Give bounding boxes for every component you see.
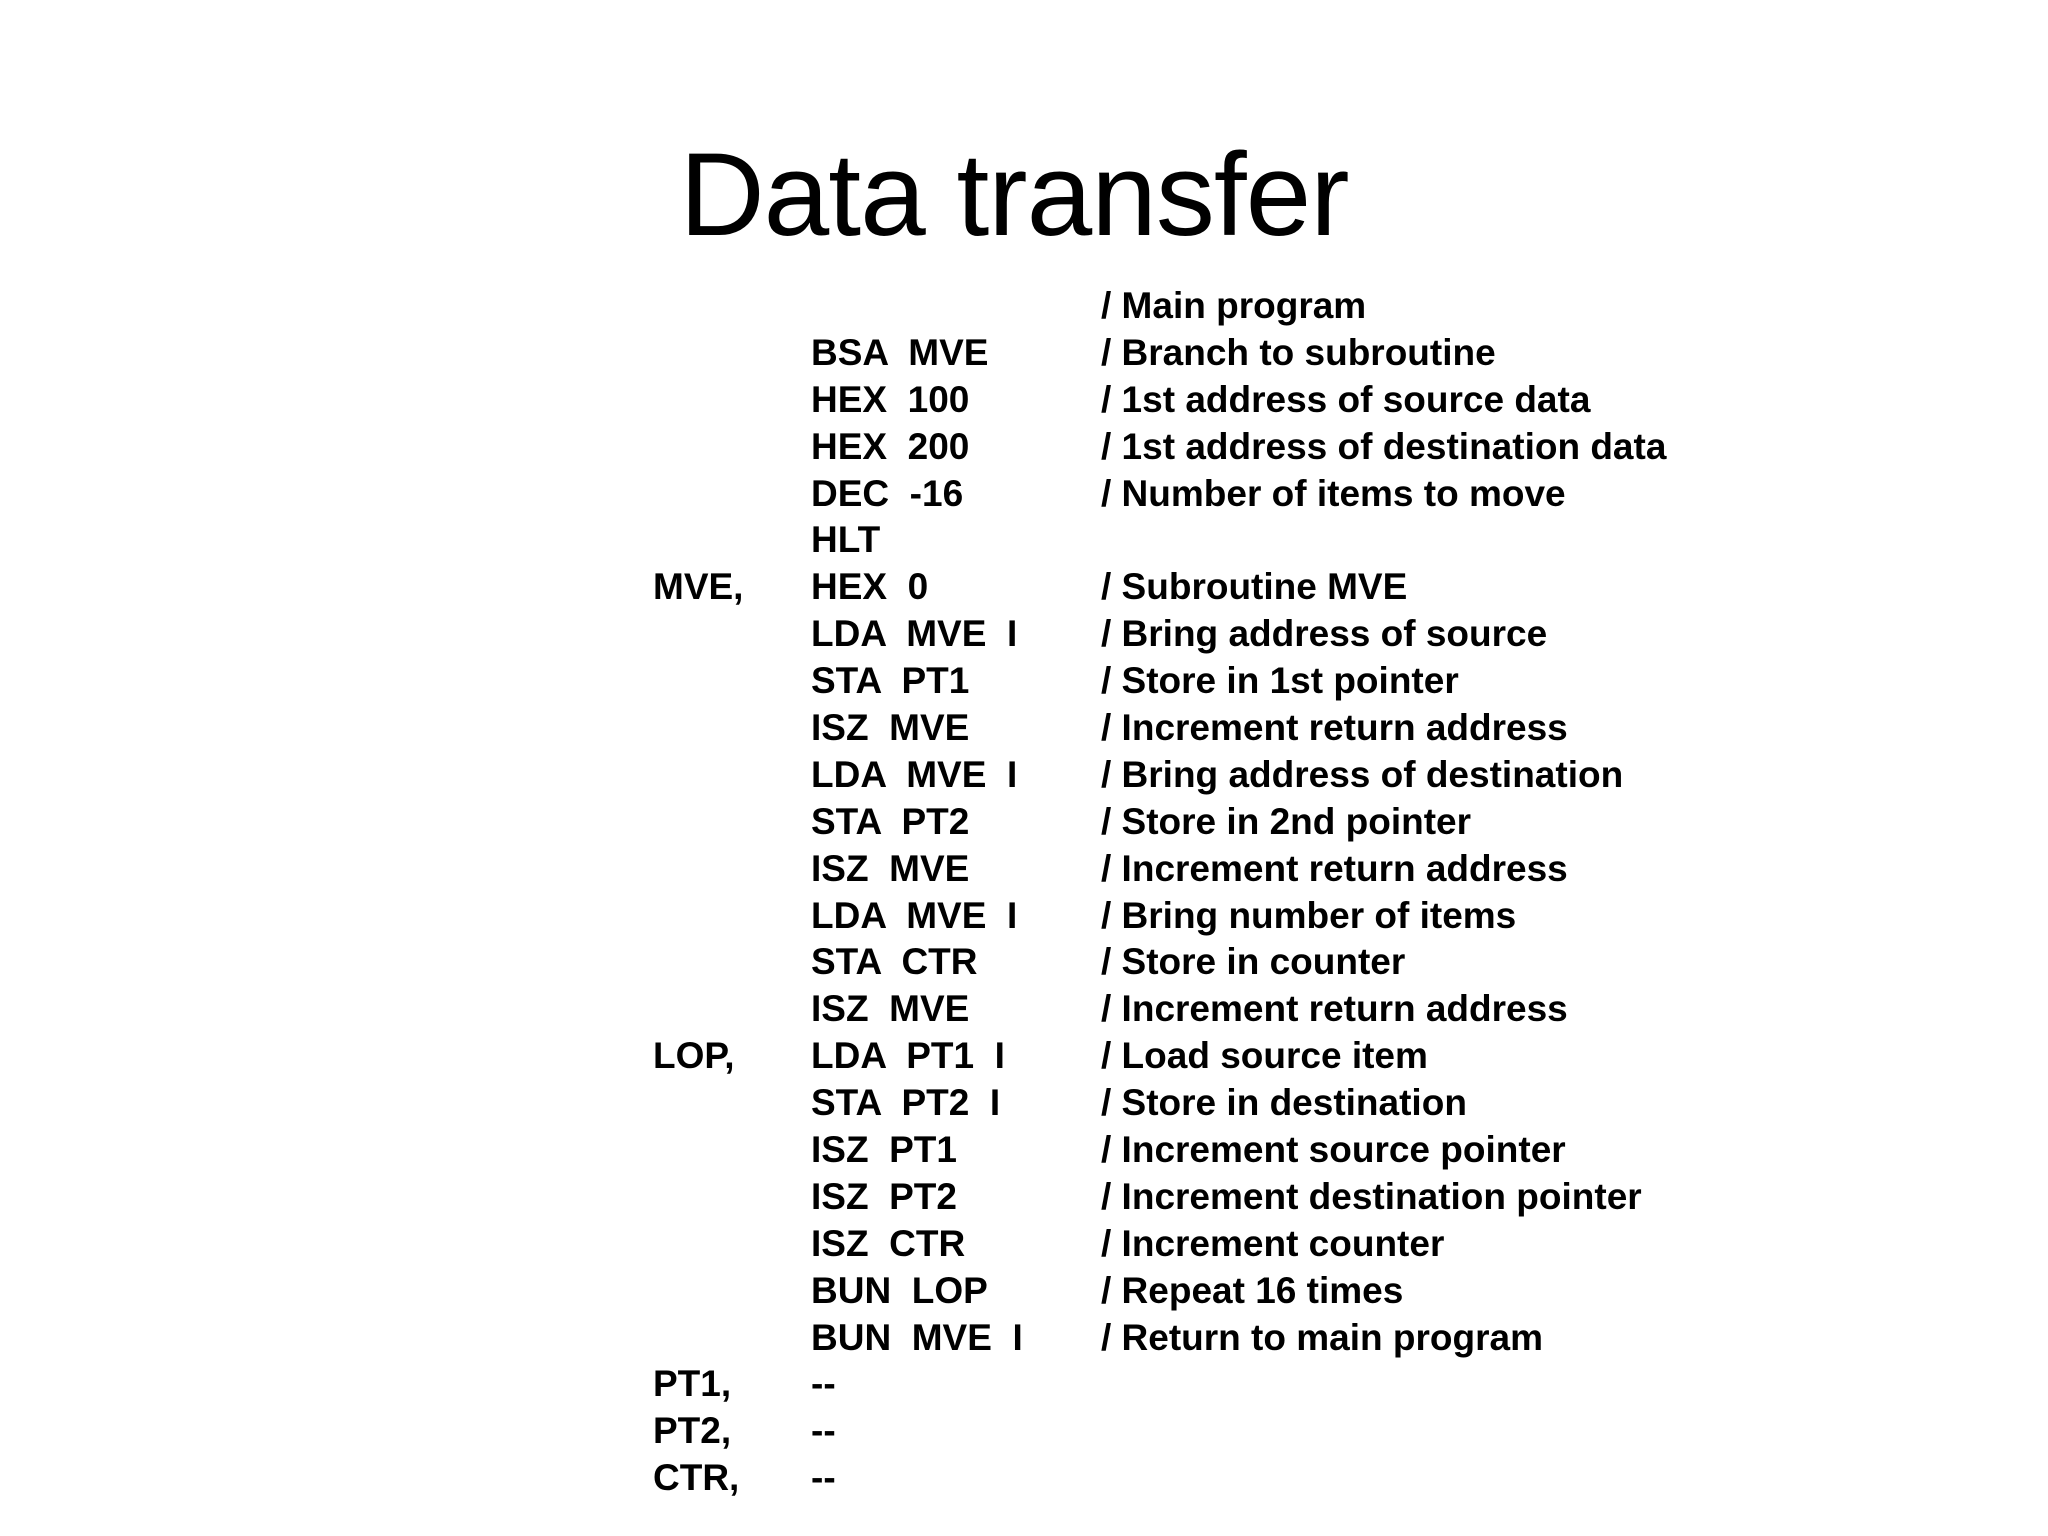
line-instruction: LDA MVE I xyxy=(811,613,1018,655)
program-line xyxy=(653,1268,1753,1315)
program-line xyxy=(653,1361,1753,1408)
program-line xyxy=(653,705,1753,752)
line-instruction: STA PT1 xyxy=(811,660,970,702)
line-comment: / Increment return address xyxy=(1101,707,1568,749)
line-comment: / Return to main program xyxy=(1101,1316,1543,1358)
line-instruction: STA CTR xyxy=(811,941,978,983)
line-instruction: LDA MVE I xyxy=(811,894,1018,936)
line-comment: / Bring address of source xyxy=(1101,613,1548,655)
line-comment: / Increment return address xyxy=(1101,988,1568,1030)
line-instruction: DEC -16 xyxy=(811,472,964,514)
program-line xyxy=(653,424,1753,471)
line-comment: / Increment counter xyxy=(1101,1222,1445,1264)
line-comment: / Increment destination pointer xyxy=(1101,1175,1642,1217)
program-line xyxy=(653,471,1753,518)
program-line xyxy=(653,564,1753,611)
program-line xyxy=(653,330,1753,377)
line-comment: / Subroutine MVE xyxy=(1101,566,1408,608)
line-comment: / Bring address of destination xyxy=(1101,753,1624,795)
line-instruction: ISZ MVE xyxy=(811,707,970,749)
line-comment: / Store in 1st pointer xyxy=(1101,660,1459,702)
program-line xyxy=(653,986,1753,1033)
line-instruction: -- xyxy=(811,1410,836,1452)
program-line xyxy=(653,517,1753,564)
slide-title: Data transfer xyxy=(679,129,1349,261)
program-line xyxy=(653,1455,1753,1502)
line-comment: / Repeat 16 times xyxy=(1101,1269,1404,1311)
line-instruction: BUN MVE I xyxy=(811,1316,1023,1358)
line-instruction: HLT xyxy=(811,519,881,561)
line-comment: / Increment return address xyxy=(1101,847,1568,889)
program-line xyxy=(653,1174,1753,1221)
line-instruction: LDA PT1 I xyxy=(811,1035,1005,1077)
line-instruction: ISZ PT2 xyxy=(811,1175,957,1217)
line-comment: / Main program xyxy=(1101,285,1367,326)
line-comment: / 1st address of source data xyxy=(1101,378,1591,420)
line-label: LOP, xyxy=(653,1035,735,1077)
line-comment: / Increment source pointer xyxy=(1101,1129,1566,1171)
line-label: PT2, xyxy=(653,1410,732,1452)
line-comment: / Store in destination xyxy=(1101,1082,1467,1124)
line-instruction: ISZ PT1 xyxy=(811,1129,957,1171)
line-instruction: STA PT2 I xyxy=(811,1082,1001,1124)
program-line xyxy=(653,799,1753,846)
program-line xyxy=(653,283,1753,330)
program-line xyxy=(653,611,1753,658)
program-line xyxy=(653,1080,1753,1127)
line-instruction: HEX 0 xyxy=(811,566,929,608)
line-instruction: BUN LOP xyxy=(811,1269,988,1311)
line-label: MVE, xyxy=(653,566,744,608)
program-line xyxy=(653,1033,1753,1080)
program-line xyxy=(653,893,1753,940)
program-line xyxy=(653,1408,1753,1455)
program-line xyxy=(653,658,1753,705)
program-listing xyxy=(653,283,1753,1502)
line-comment: / Load source item xyxy=(1101,1035,1428,1077)
line-label: PT1, xyxy=(653,1363,732,1405)
line-instruction: -- xyxy=(811,1363,836,1405)
program-line xyxy=(653,752,1753,799)
line-comment: / Store in counter xyxy=(1101,941,1406,983)
line-instruction: STA PT2 xyxy=(811,800,970,842)
line-instruction: ISZ MVE xyxy=(811,988,970,1030)
line-instruction: ISZ CTR xyxy=(811,1222,966,1264)
program-line xyxy=(653,1315,1753,1362)
line-instruction: ISZ MVE xyxy=(811,847,970,889)
line-comment: / 1st address of destination data xyxy=(1101,425,1667,467)
program-line xyxy=(653,939,1753,986)
line-comment: / Number of items to move xyxy=(1101,472,1566,514)
line-instruction: HEX 200 xyxy=(811,425,970,467)
program-line xyxy=(653,1127,1753,1174)
program-line xyxy=(653,377,1753,424)
line-instruction: BSA MVE xyxy=(811,331,989,373)
line-instruction: -- xyxy=(811,1457,836,1499)
line-instruction: LDA MVE I xyxy=(811,753,1018,795)
line-instruction: HEX 100 xyxy=(811,378,970,420)
program-line xyxy=(653,846,1753,893)
line-comment: / Branch to subroutine xyxy=(1101,331,1496,373)
line-label: CTR, xyxy=(653,1457,740,1499)
line-comment: / Bring number of items xyxy=(1101,894,1517,936)
program-line xyxy=(653,1221,1753,1268)
line-comment: / Store in 2nd pointer xyxy=(1101,800,1472,842)
